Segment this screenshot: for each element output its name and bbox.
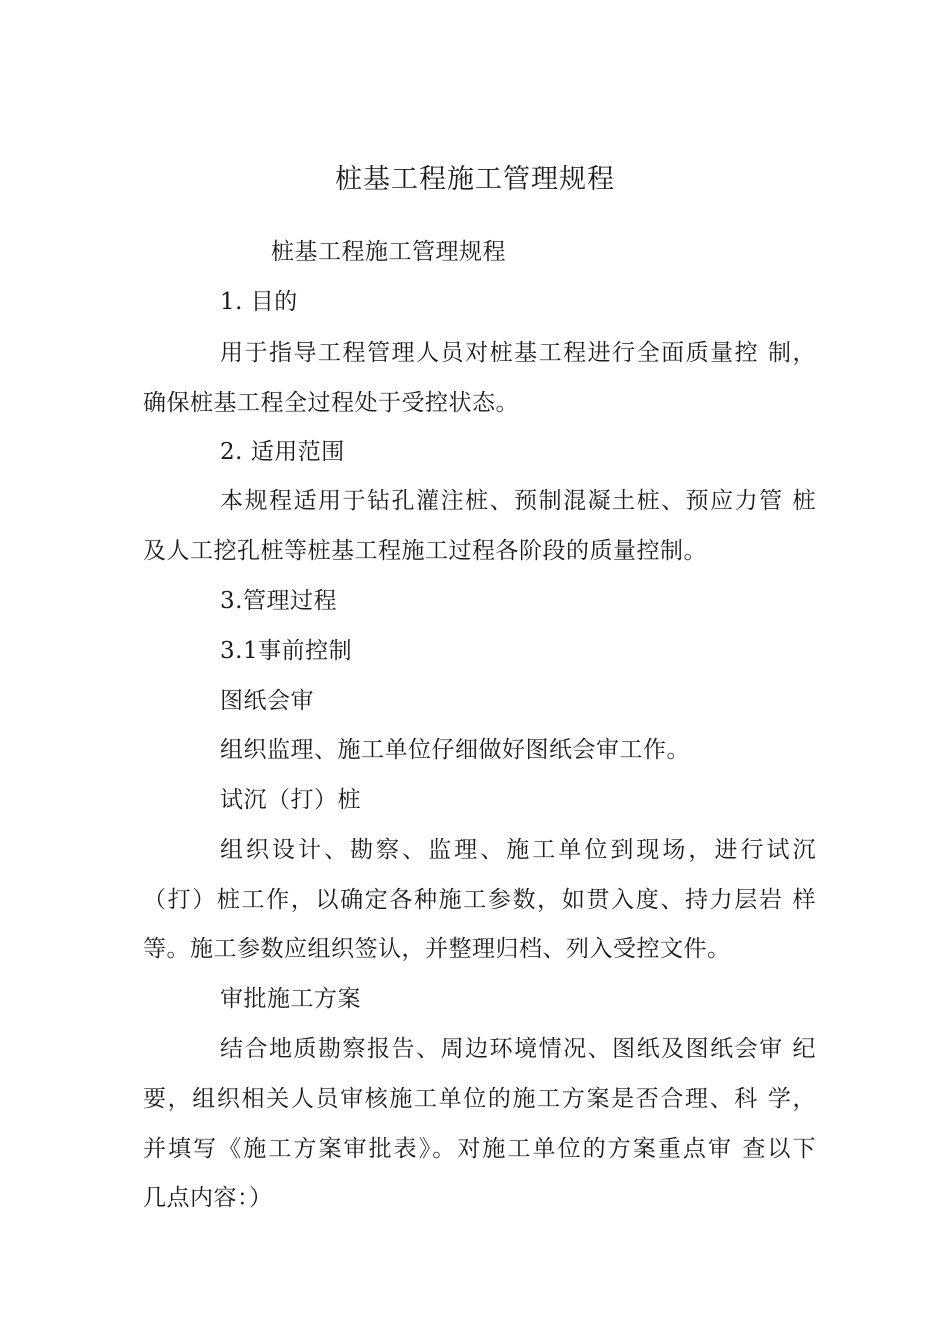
subsection-heading: 3.1事前控制 bbox=[220, 638, 353, 664]
document-title: 桩基工程施工管理规程 bbox=[335, 164, 615, 195]
section-heading-process: 3.管理过程 bbox=[220, 588, 337, 614]
paragraph-line: （打）桩工作，以确定各种施工参数，如贯入度、持力层岩 样 bbox=[143, 887, 816, 913]
paragraph-line: 等。施工参数应组织签认，并整理归档、列入受控文件。 bbox=[143, 936, 731, 962]
paragraph-line: 本规程适用于钻孔灌注桩、预制混凝土桩、预应力管 桩 bbox=[220, 488, 816, 514]
paragraph-line: 要，组织相关人员审核施工单位的施工方案是否合理、科 学， bbox=[143, 1086, 816, 1112]
paragraph-line: 组织设计、勘察、监理、施工单位到现场，进行试沉 bbox=[220, 837, 816, 863]
item-heading: 试沉（打）桩 bbox=[220, 787, 361, 813]
paragraph-line: 用于指导工程管理人员对桩基工程进行全面质量控 制， bbox=[220, 340, 816, 366]
section-heading-purpose: 1. 目的 bbox=[220, 289, 298, 315]
paragraph-line: 结合地质勘察报告、周边环境情况、图纸及图纸会审 纪 bbox=[220, 1036, 816, 1062]
paragraph-line: 几点内容：） bbox=[143, 1185, 273, 1211]
paragraph-line: 组织监理、施工单位仔细做好图纸会审工作。 bbox=[220, 737, 690, 763]
paragraph-line: 及人工挖孔桩等桩基工程施工过程各阶段的质量控制。 bbox=[143, 538, 707, 564]
item-heading: 图纸会审 bbox=[220, 688, 314, 714]
subtitle-line: 桩基工程施工管理规程 bbox=[271, 239, 506, 265]
item-heading: 审批施工方案 bbox=[220, 986, 361, 1012]
section-heading-scope: 2. 适用范围 bbox=[220, 439, 345, 465]
paragraph-line: 确保桩基工程全过程处于受控状态。 bbox=[143, 390, 519, 416]
paragraph-line: 并填写《施工方案审批表》。对施工单位的方案重点审 查以下 bbox=[143, 1136, 816, 1162]
